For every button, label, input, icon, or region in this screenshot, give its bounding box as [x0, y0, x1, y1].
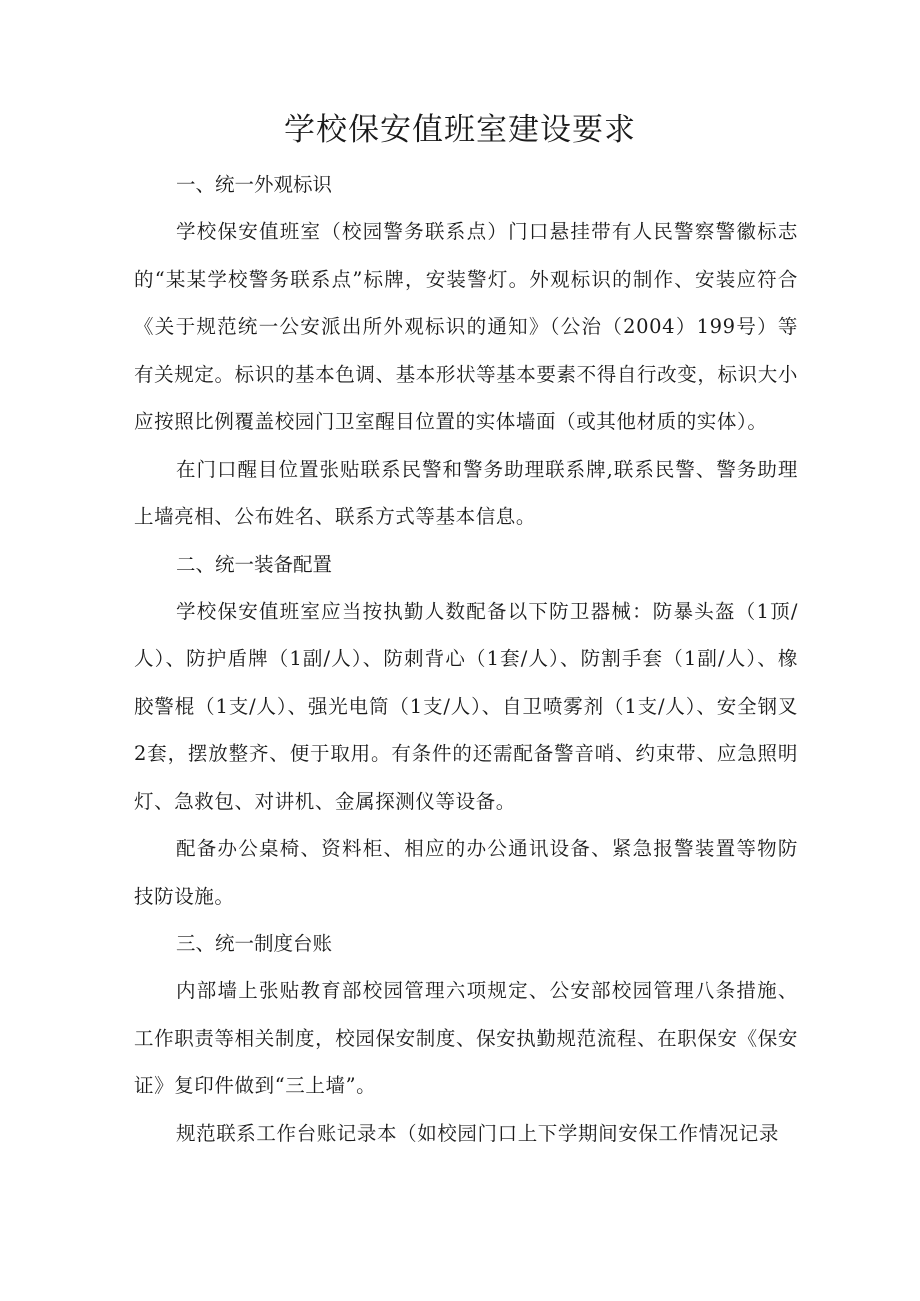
section-heading: 三、统一制度台账	[176, 932, 333, 955]
document-title: 学校保安值班室建设要求	[284, 112, 636, 148]
paragraph: 在门口醒目位置张贴联系民警和警务助理联系牌,联系民警、警务助理上墙亮相、公布姓名、联系方式等基本信息。	[134, 457, 798, 528]
section-heading: 一、统一外观标识	[176, 173, 333, 196]
section-records	[134, 920, 798, 1157]
section-appearance	[134, 161, 798, 541]
document-body	[134, 161, 798, 1157]
paragraph: 学校保安值班室（校园警务联系点）门口悬挂带有人民警察警徽标志的“某某学校警务联系点”标牌，安装警灯。外观标识的制作、安装应符合《关于规范统一公安派出所外观标识的通知》（公治（2004）199号）等有关规定。标识的基本色调、基本形状等基本要素不得自行改变，标识大小应按照比例覆盖校园门卫室醒目位置的实体墙面（或其他材质的实体）。	[134, 220, 798, 433]
paragraph: 学校保安值班室应当按执勤人数配备以下防卫器械：防暴头盔（1顶/人）、防护盾牌（1副/人）、防刺背心（1套/人）、防割手套（1副/人）、橡胶警棍（1支/人）、强光电筒（1支/人）、自卫喷雾剂（1支/人）、安全钢叉2套，摆放整齐、便于取用。有条件的还需配备警音哨、约束带、应急照明灯、急救包、对讲机、金属探测仪等设备。	[134, 599, 798, 813]
paragraph: 配备办公桌椅、资料柜、相应的办公通讯设备、紧急报警装置等物防技防设施。	[134, 837, 798, 908]
paragraph: 规范联系工作台账记录本（如校园门口上下学期间安保工作情况记录	[176, 1121, 780, 1145]
section-heading: 二、统一装备配置	[176, 552, 333, 576]
paragraph: 内部墙上张贴教育部校园管理六项规定、公安部校园管理八条措施、工作职责等相关制度，校园保安制度、保安执勤规范流程、在职保安《保安证》复印件做到“三上墙”。	[134, 979, 798, 1097]
section-equipment	[134, 541, 798, 921]
